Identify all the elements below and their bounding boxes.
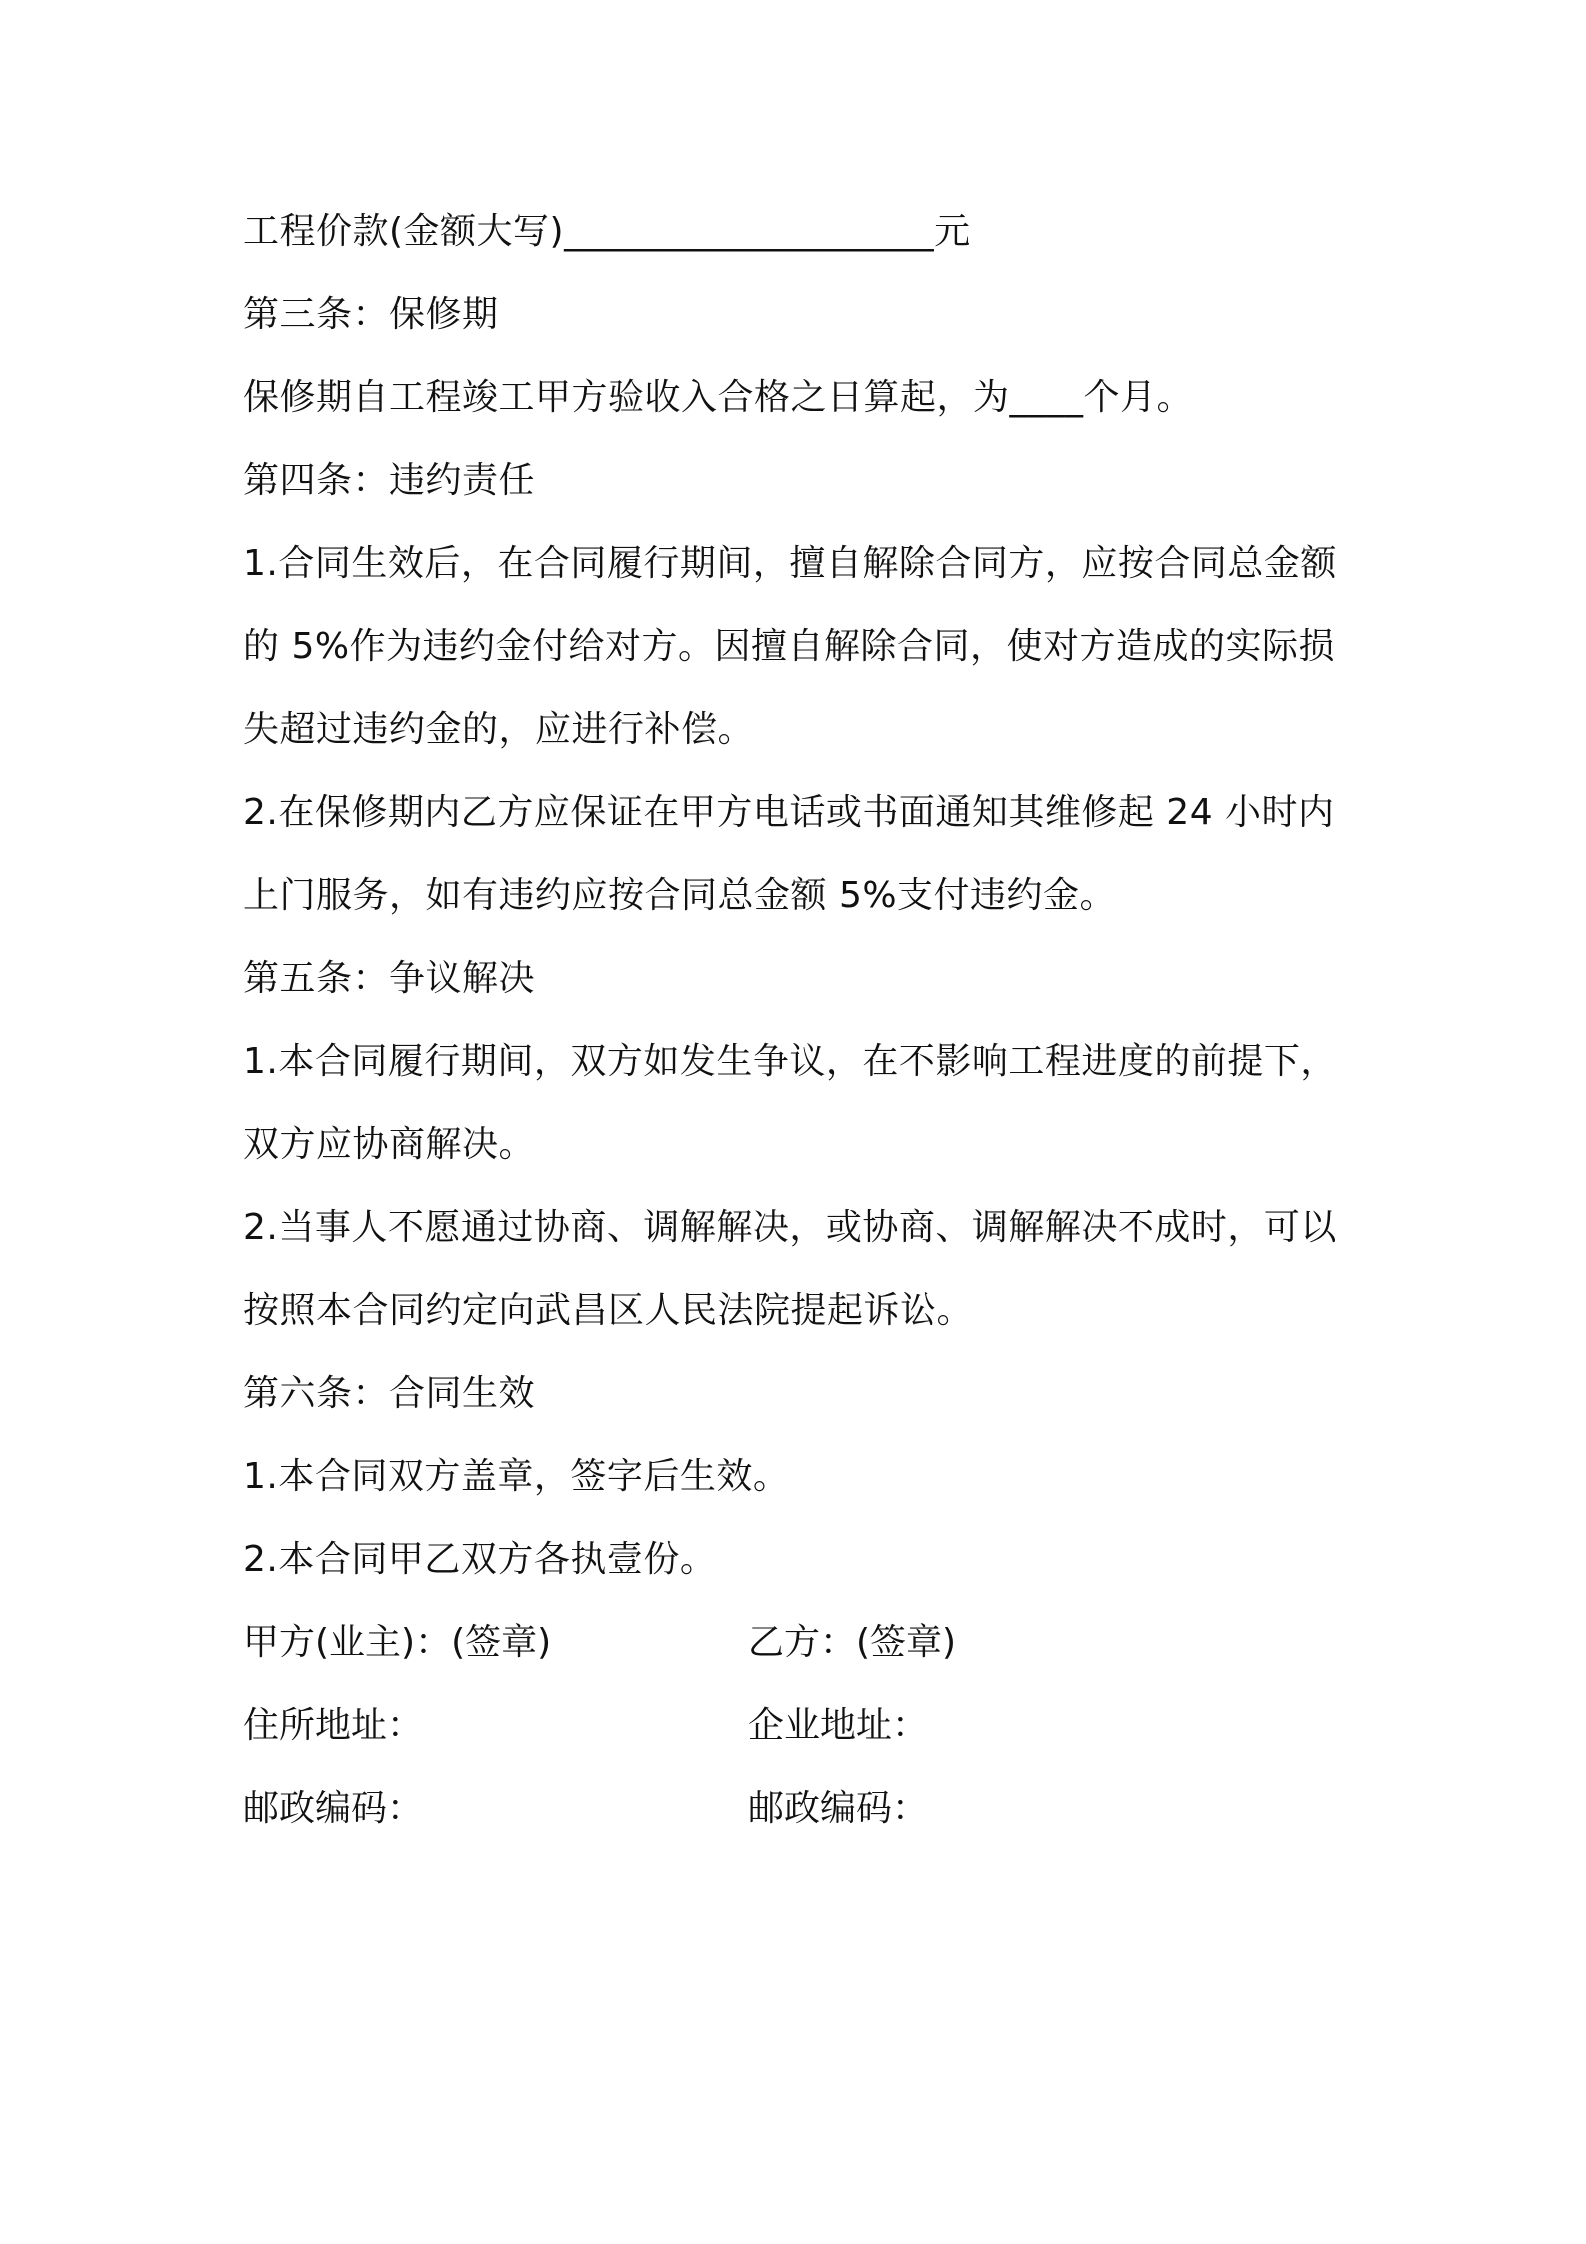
article-6-heading: 第六条：合同生效 (243, 1373, 536, 1414)
party-b-address-label: 企业地址： (748, 1705, 929, 1746)
party-a-address-label: 住所地址： (243, 1705, 424, 1746)
dispute-clause-2-line-2: 按照本合同约定向武昌区人民法院提起诉讼。 (243, 1290, 974, 1331)
dispute-clause-2-line-1: 2.当事人不愿通过协商、调解解决，或协商、调解解决不成时，可以 (243, 1207, 1337, 1248)
effect-clause-2: 2.本合同甲乙双方各执壹份。 (243, 1539, 717, 1580)
party-a-postcode-label: 邮政编码： (243, 1788, 424, 1829)
effect-clause-1: 1.本合同双方盖章，签字后生效。 (243, 1456, 790, 1497)
party-a-signature-label: 甲方(业主)：(签章) (243, 1622, 552, 1663)
postcode-row (243, 1785, 1363, 1833)
warranty-period-text: 保修期自工程竣工甲方验收入合格之日算起，为____个月。 (243, 377, 1194, 418)
liability-clause-2-line-2: 上门服务，如有违约应按合同总金额 5%支付违约金。 (243, 875, 1117, 916)
liability-clause-2-line-1: 2.在保修期内乙方应保证在甲方电话或书面通知其维修起 24 小时内 (243, 792, 1335, 833)
address-row (243, 1702, 1363, 1750)
article-4-heading: 第四条：违约责任 (243, 460, 536, 501)
article-3-heading: 第三条：保修期 (243, 294, 499, 335)
dispute-clause-1-line-1: 1.本合同履行期间，双方如发生争议，在不影响工程进度的前提下， (243, 1041, 1337, 1082)
liability-clause-1-line-1: 1.合同生效后，在合同履行期间，擅自解除合同方，应按合同总金额 (243, 543, 1337, 584)
signature-row (243, 1619, 1363, 1667)
party-b-signature-label: 乙方：(签章) (748, 1622, 957, 1663)
dispute-clause-1-line-2: 双方应协商解决。 (243, 1124, 536, 1165)
liability-clause-1-line-3: 失超过违约金的，应进行补偿。 (243, 709, 755, 750)
liability-clause-1-line-2: 的 5%作为违约金付给对方。因擅自解除合同，使对方造成的实际损 (243, 626, 1336, 667)
article-5-heading: 第五条：争议解决 (243, 958, 536, 999)
price-line: 工程价款(金额大写)____________________元 (243, 211, 971, 252)
party-b-postcode-label: 邮政编码： (748, 1788, 929, 1829)
